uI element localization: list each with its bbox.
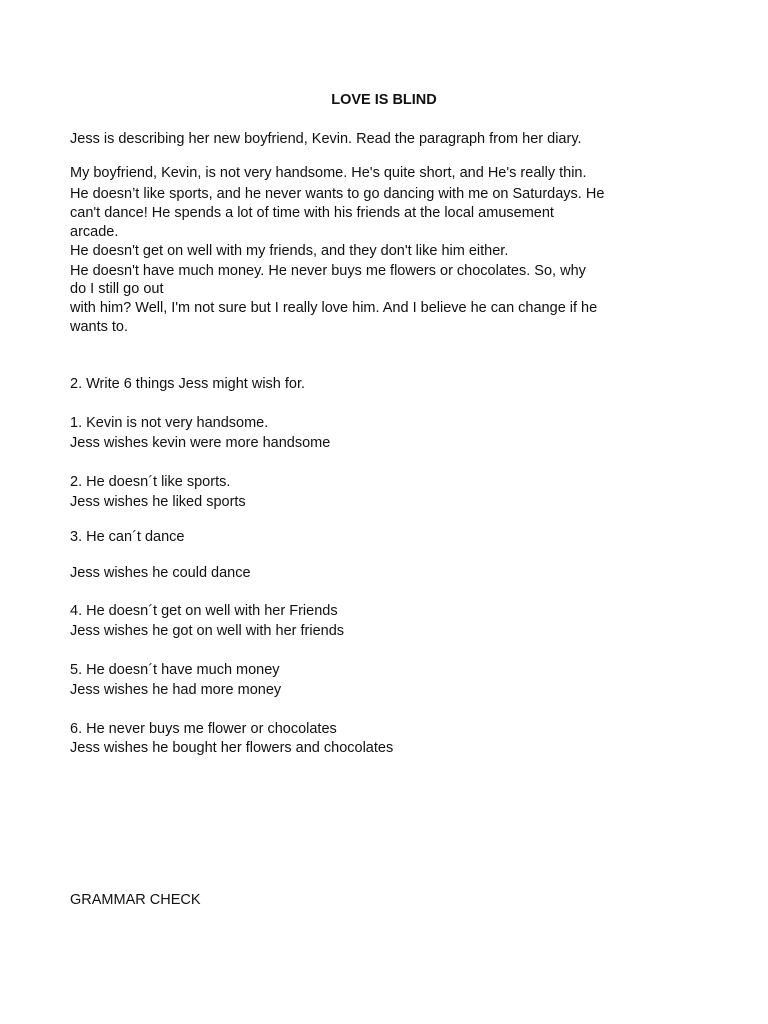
item-prompt: 5. He doesn´t have much money <box>70 662 280 678</box>
diary-line: He doesn't get on well with my friends, and they don't like him either. <box>70 243 509 259</box>
item-prompt: 3. He can´t dance <box>70 529 185 545</box>
item-answer: Jess wishes he could dance <box>70 565 251 581</box>
item-prompt: 6. He never buys me flower or chocolates <box>70 721 337 737</box>
diary-line: He doesn’t like sports, and he never wants to go dancing with me on Saturdays. He <box>70 186 605 202</box>
item-answer: Jess wishes he liked sports <box>70 494 246 510</box>
intro-text: Jess is describing her new boyfriend, Kevin. Read the paragraph from her diary. <box>70 131 582 147</box>
item-answer: Jess wishes he bought her flowers and chocolates <box>70 740 394 756</box>
diary-line: He doesn't have much money. He never buys me flowers or chocolates. So, why <box>70 263 586 279</box>
item-answer: Jess wishes he had more money <box>70 682 282 698</box>
item-prompt: 1. Kevin is not very handsome. <box>70 415 269 431</box>
diary-line: arcade. <box>70 224 119 240</box>
diary-line: do I still go out <box>70 281 164 297</box>
item-prompt: 4. He doesn´t get on well with her Friends <box>70 603 338 619</box>
item-answer: Jess wishes he got on well with her friends <box>70 623 345 639</box>
item-prompt: 2. He doesn´t like sports. <box>70 474 231 490</box>
document-title: LOVE IS BLIND <box>331 92 437 108</box>
footer-heading: GRAMMAR CHECK <box>70 892 201 908</box>
diary-line: can't dance! He spends a lot of time with his friends at the local amusement <box>70 205 554 221</box>
exercise-heading: 2. Write 6 things Jess might wish for. <box>70 376 306 392</box>
diary-line: wants to. <box>70 319 129 335</box>
item-answer: Jess wishes kevin were more handsome <box>70 435 331 451</box>
diary-line: My boyfriend, Kevin, is not very handsome. He's quite short, and He's really thin. <box>70 165 587 181</box>
diary-line: with him? Well, I'm not sure but I really love him. And I believe he can change if he <box>70 300 598 316</box>
